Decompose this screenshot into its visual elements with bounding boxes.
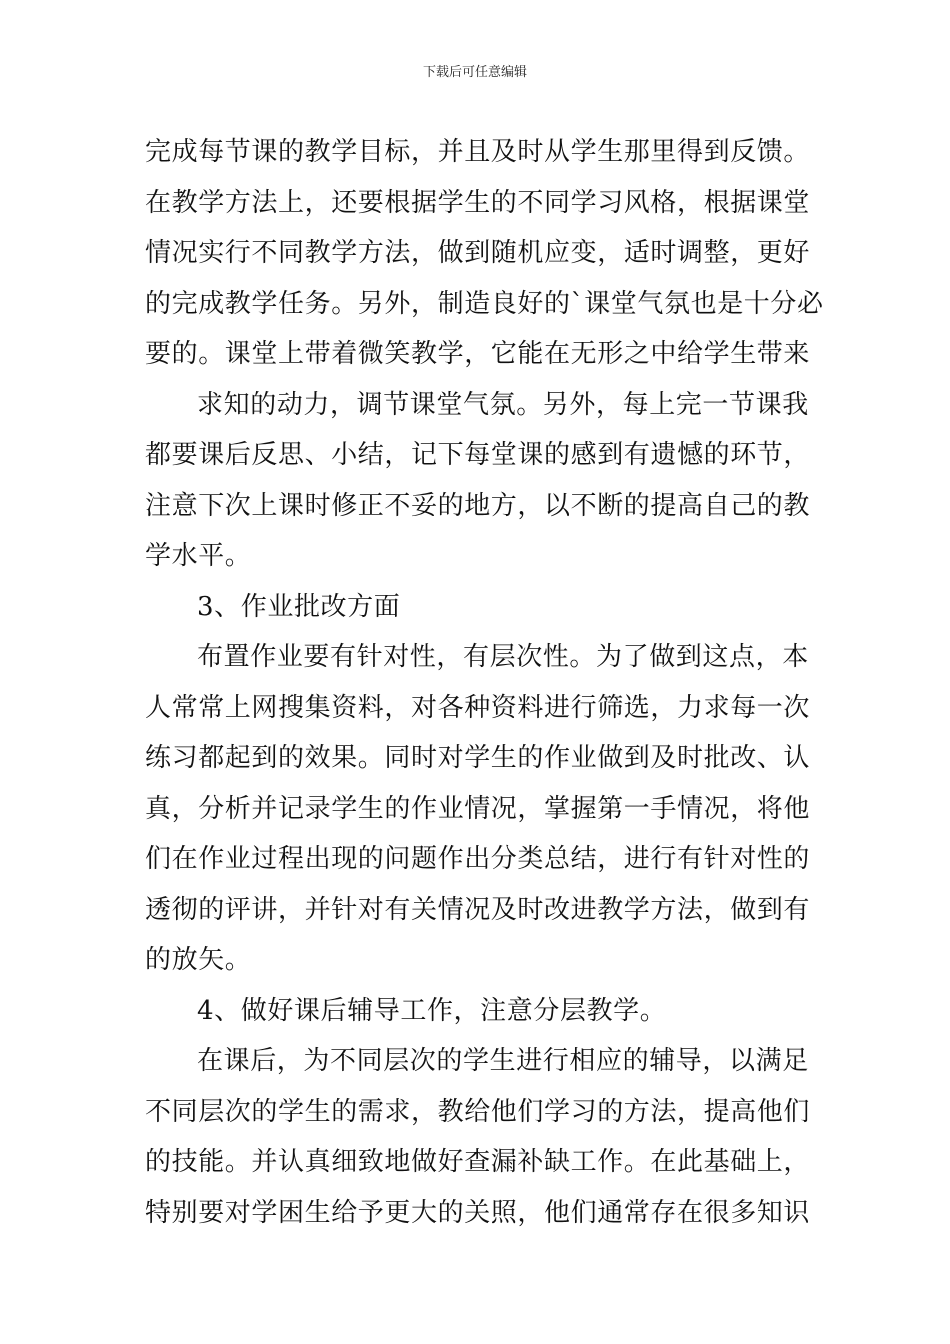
page-header: 下载后可任意编辑 [422,65,527,80]
body-line: 们在作业过程出现的问题作出分类总结，进行有针对性的 [145,844,811,874]
body-line: 透彻的评讲，并针对有关情况及时改进教学方法，做到有 [145,894,811,925]
body-line: 练习都起到的效果。同时对学生的作业做到及时批改、认 [145,743,811,773]
body-line: 布置作业要有针对性，有层次性。为了做到这点，本 [197,642,809,672]
body-line: 完成每节课的教学目标，并且及时从学生那里得到反馈。 [145,137,811,167]
body-line: 情况实行不同教学方法，做到随机应变，适时调整，更好 [145,238,811,268]
body-line: 求知的动力，调节课堂气氛。另外，每上完一节课我 [197,389,809,420]
body-line: 人常常上网搜集资料，对各种资料进行筛选，力求每一次 [145,692,811,723]
body-line: 特别要对学困生给予更大的关照，他们通常存在很多知识 [145,1197,811,1228]
body-line: 真，分析并记录学生的作业情况，掌握第一手情况，将他 [145,793,811,824]
body-line: 的完成教学任务。另外，制造良好的`课堂气氛也是十分必 [145,288,824,319]
body-line: 在课后，为不同层次的学生进行相应的辅导，以满足 [197,1046,809,1076]
body-line: 在教学方法上，还要根据学生的不同学习风格，根据课堂 [145,187,811,218]
body-line: 的技能。并认真细致地做好查漏补缺工作。在此基础上， [145,1147,811,1177]
section-heading: 3、作业批改方面 [197,591,401,622]
body-line: 都要课后反思、小结，记下每堂课的感到有遗憾的环节， [145,440,811,470]
document-body [145,127,824,1238]
body-line: 注意下次上课时修正不妥的地方，以不断的提高自己的教 [145,490,811,521]
body-line: 的放矢。 [145,945,252,975]
section-heading: 4、做好课后辅导工作，注意分层教学。 [197,995,667,1026]
body-line: 要的。课堂上带着微笑教学，它能在无形之中给学生带来 [145,339,811,369]
body-line: 学水平。 [145,541,252,571]
body-line: 不同层次的学生的需求，教给他们学习的方法，提高他们 [145,1096,811,1127]
